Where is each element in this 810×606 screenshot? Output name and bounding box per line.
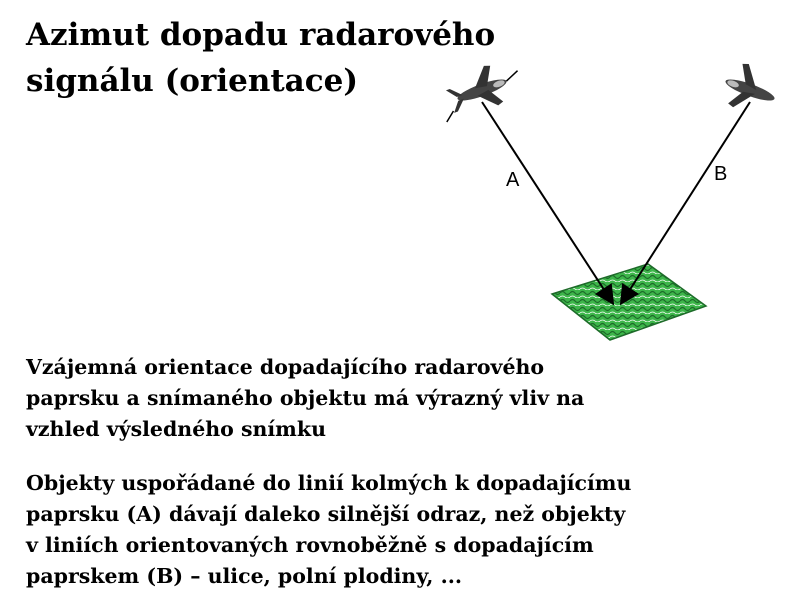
paragraph1-line-3: vzhled výsledného snímku	[26, 417, 326, 441]
paragraph1-line-1: Vzájemná orientace dopadajícího radarového	[26, 355, 545, 379]
beam-a-label: A	[506, 169, 520, 191]
paragraph-objects	[26, 468, 806, 592]
title-line-2: signálu (orientace)	[26, 63, 359, 99]
title-line-1: Azimut dopadu radarového	[26, 17, 496, 53]
beam-b-label: B	[714, 163, 728, 185]
paragraph2-line-3: v liniích orientovaných rovnoběžně s dopadajícím	[26, 533, 594, 557]
beam-a-line	[482, 102, 612, 302]
airplane-a-icon	[433, 56, 526, 124]
paragraph2-line-4: paprskem (B) – ulice, polní plodiny, ...	[26, 564, 462, 588]
paragraph1-line-2: paprsku a snímaného objektu má výrazný vliv na	[26, 386, 585, 410]
beam-b-line	[622, 102, 750, 302]
airplane-b-icon	[718, 59, 783, 120]
terrain-patch	[552, 264, 706, 340]
paragraph-orientation	[26, 352, 806, 445]
radar-azimuth-diagram	[420, 50, 728, 350]
paragraph2-line-2: paprsku (A) dávají daleko silnější odraz, než objekty	[26, 502, 626, 526]
paragraph2-line-1: Objekty uspořádané do linií kolmých k dopadajícímu	[26, 471, 632, 495]
